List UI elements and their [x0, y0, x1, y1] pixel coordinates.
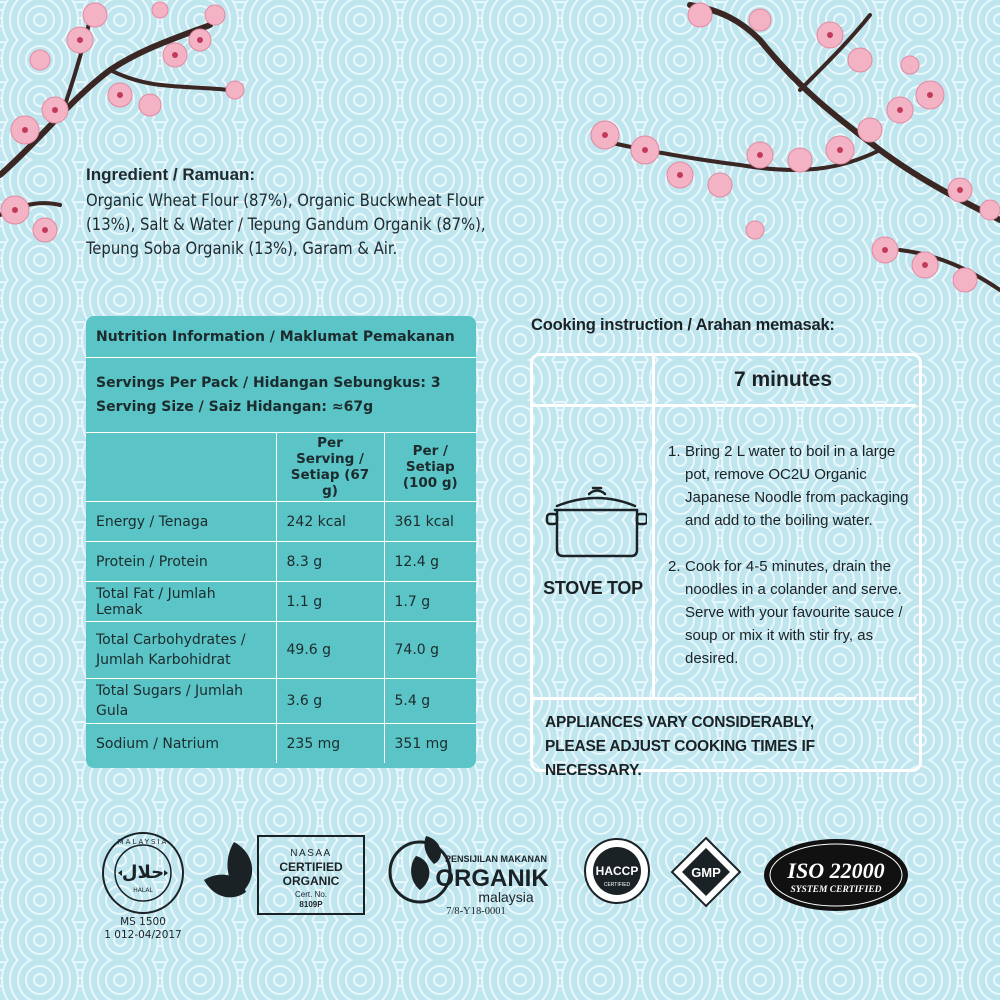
table-row — [86, 502, 476, 542]
serving-info — [86, 358, 476, 433]
table-row — [86, 622, 476, 679]
organik-sub: malaysia — [478, 889, 534, 905]
haccp-logo — [582, 836, 652, 906]
haccp-sub: CERTIFIED — [603, 882, 631, 888]
step-number: 1. — [668, 443, 681, 460]
organik-main: ORGANIK — [435, 865, 549, 892]
organik-ref: 7/8-Y18-0001 — [446, 906, 506, 917]
per-100g-value: 74.0 g — [384, 622, 476, 679]
per-100g-value: 361 kcal — [384, 502, 476, 542]
appliance-note-line1: APPLIANCES VARY CONSIDERABLY, — [545, 714, 814, 731]
halal-sub: HALAL — [133, 887, 153, 894]
nasaa-line3: ORGANIC — [282, 874, 340, 888]
halal-logo — [100, 830, 186, 916]
nutrient-label: Energy / Tenaga — [86, 502, 276, 542]
gmp-label: GMP — [691, 865, 721, 880]
iso-22000-logo — [762, 836, 910, 914]
per-100g-value: 1.7 g — [384, 582, 476, 622]
per-serving-value: 49.6 g — [276, 622, 384, 679]
haccp-label: HACCP — [595, 864, 639, 878]
halal-standard: MS 1500 — [120, 916, 166, 928]
cooking-pot-icon — [543, 484, 647, 560]
per-100g-value: 5.4 g — [384, 679, 476, 724]
cooking-time: 7 minutes — [733, 368, 833, 391]
step-number: 2. — [668, 558, 681, 575]
halal-arabic: حلال — [121, 862, 165, 883]
per-serving-value: 242 kcal — [276, 502, 384, 542]
table-row — [86, 679, 476, 724]
organik-top: PENSIJILAN MAKANAN — [444, 854, 548, 864]
step-text: Bring 2 L water to boil in a large pot, remove OC2U Organic Japanese Noodle from packaging and add to the boiling water. — [685, 443, 909, 529]
serving-size: Serving Size / Saiz Hidangan: ≈67g — [96, 399, 374, 415]
nasaa-cert-number: 8109P — [299, 900, 323, 909]
cooking-title: Cooking instruction / Arahan memasak: — [531, 316, 835, 334]
divider-vertical — [652, 356, 655, 698]
col-header-per-100g: Per / Setiap (100 g) — [384, 433, 476, 502]
col-header-per-serving: Per Serving / Setiap (67 g) — [276, 433, 384, 502]
per-serving-value: 235 mg — [276, 724, 384, 764]
per-serving-value: 8.3 g — [276, 542, 384, 582]
iso-line2: SYSTEM CERTIFIED — [790, 885, 882, 895]
ingredients-text: Organic Wheat Flour (87%), Organic Buckwheat Flour (13%), Salt & Water / Tepung Gandum Organik (87%), Tepung Soba Organik (13%), Garam & Air. — [86, 191, 486, 258]
halal-ring-text: MALAYSIA — [117, 838, 169, 846]
per-serving-value: 1.1 g — [276, 582, 384, 622]
per-100g-value: 351 mg — [384, 724, 476, 764]
step-text: Cook for 4-5 minutes, drain the noodles in a colander and serve. Serve with your favourite sauce / soup or mix it with stir fry, as desired. — [685, 558, 903, 667]
appliance-note-line2: PLEASE ADJUST COOKING TIMES IF NECESSARY. — [545, 738, 815, 779]
nasaa-organic-logo — [200, 828, 370, 920]
cooking-method-label: STOVE TOP — [543, 578, 643, 598]
halal-cert-number: 1 012-04/2017 — [104, 929, 182, 941]
nasaa-line1: NASAA — [290, 848, 332, 859]
table-row — [86, 542, 476, 582]
table-row — [86, 724, 476, 764]
halal-cert-text — [98, 916, 188, 942]
per-100g-value: 12.4 g — [384, 542, 476, 582]
nutrient-label: Total Carbohydrates / Jumlah Karbohidrat — [86, 622, 276, 679]
nutrient-label: Total Fat / Jumlah Lemak — [86, 582, 276, 622]
cooking-step — [668, 440, 913, 532]
per-serving-value: 3.6 g — [276, 679, 384, 724]
ingredients-title: Ingredient / Ramuan: — [86, 165, 256, 184]
nutrition-table — [86, 316, 476, 768]
nutrition-title: Nutrition Information / Maklumat Pemakanan — [86, 316, 476, 358]
nasaa-line2: CERTIFIED — [279, 860, 343, 874]
ingredients-section — [86, 165, 506, 261]
divider-horizontal — [533, 404, 916, 407]
nasaa-cert-label: Cert. No. — [294, 890, 328, 899]
iso-line1: ISO 22000 — [787, 858, 885, 883]
nutrient-label: Protein / Protein — [86, 542, 276, 582]
nutrient-label: Sodium / Natrium — [86, 724, 276, 764]
gmp-logo — [670, 836, 742, 908]
appliance-note — [545, 711, 910, 783]
organik-malaysia-logo — [386, 830, 552, 906]
cooking-step — [668, 555, 913, 670]
table-row — [86, 582, 476, 622]
servings-per-pack: Servings Per Pack / Hidangan Sebungkus: 3 — [96, 375, 441, 391]
blank-header-cell — [86, 433, 276, 502]
nutrient-label: Total Sugars / Jumlah Gula — [86, 679, 276, 724]
divider-horizontal — [533, 697, 916, 700]
